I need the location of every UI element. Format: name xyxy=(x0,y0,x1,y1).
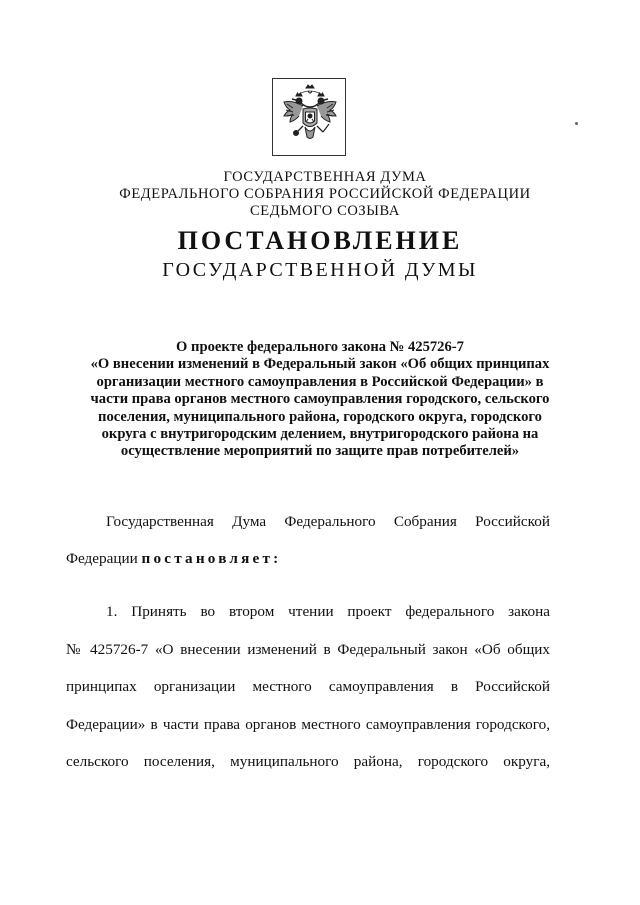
item-1-line-5: сельского поселения, муниципального района, городского округа, xyxy=(66,753,550,770)
scan-dot xyxy=(575,122,578,125)
decision-word: постановляет: xyxy=(141,550,282,567)
item-1-line-3: принципах организации местного самоуправления в Российской xyxy=(66,678,550,695)
header-line-3: СЕДЬМОГО СОЗЫВА xyxy=(250,203,400,219)
preamble-line-2 xyxy=(66,549,550,569)
subject-line: поселения, муниципального района, городского округа, городского xyxy=(98,408,542,425)
subject-line: О проекте федерального закона № 425726-7 xyxy=(176,339,464,355)
double-headed-eagle-icon xyxy=(279,82,341,154)
subject-line: «О внесении изменений в Федеральный закон «Об общих принципах xyxy=(90,356,550,373)
header-line-2: ФЕДЕРАЛЬНОГО СОБРАНИЯ РОССИЙСКОЙ ФЕДЕРАЦИИ xyxy=(119,186,531,202)
document-type-title: ПОСТАНОВЛЕНИЕ xyxy=(177,226,463,255)
preamble-text: Федерации xyxy=(66,550,142,567)
item-1-line-1: 1. Принять во втором чтении проект федерального закона xyxy=(106,603,550,620)
state-emblem xyxy=(272,78,346,156)
item-1-line-4: Федерации» в части права органов местного самоуправления городского, xyxy=(66,716,550,733)
header-line-1: ГОСУДАРСТВЕННАЯ ДУМА xyxy=(223,169,427,185)
subject-line: организации местного самоуправления в Российской Федерации» в xyxy=(96,373,544,390)
subject-line: округа с внутригородским делением, внутригородского района на xyxy=(101,426,539,443)
item-1-line-2: № 425726-7 «О внесении изменений в Федеральный закон «Об общих xyxy=(66,641,550,658)
document-issuer: ГОСУДАРСТВЕННОЙ ДУМЫ xyxy=(162,259,478,281)
document-subject xyxy=(60,339,580,461)
preamble-line-1: Государственная Дума Федерального Собрания Российской xyxy=(106,513,550,530)
subject-line: осуществление мероприятий по защите прав потребителей» xyxy=(120,443,520,460)
subject-line: части права органов местного самоуправления городского, сельского xyxy=(90,391,550,408)
